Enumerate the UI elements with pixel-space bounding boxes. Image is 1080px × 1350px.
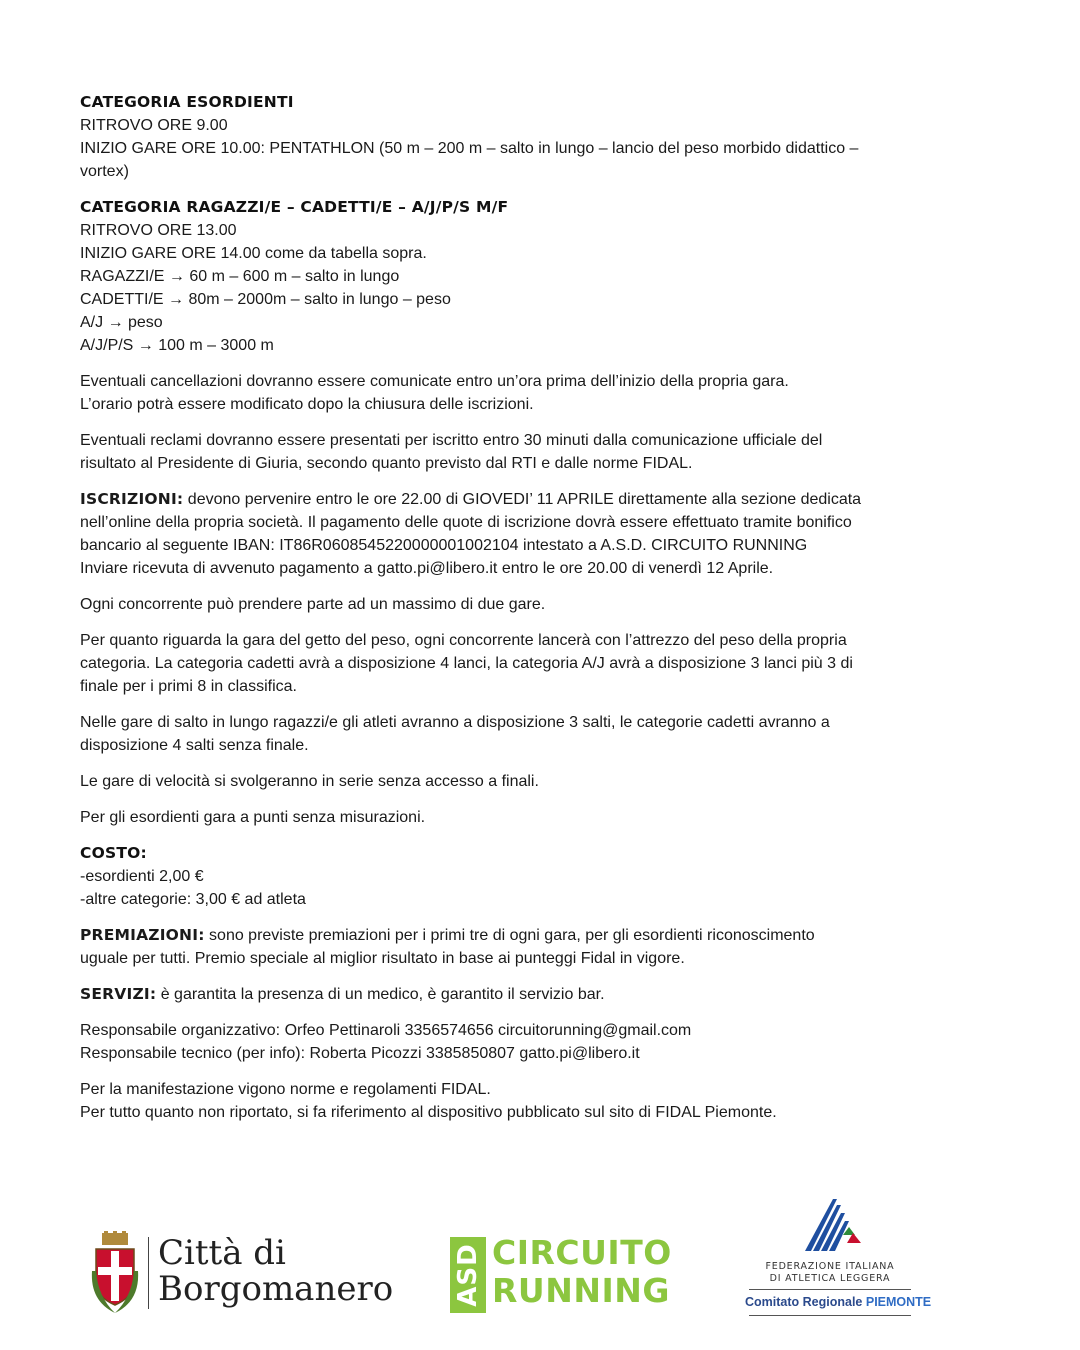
paragraph-responsabili: [80, 1019, 1000, 1065]
text-line: Per quanto riguarda la gara del getto del peso, ogni concorrente lancerà con l’attrezzo del peso della propria: [80, 632, 847, 649]
asd-badge: [450, 1237, 486, 1313]
text-line: INIZIO GARE ORE 14.00 come da tabella sopra.: [80, 245, 427, 262]
region-label: PIEMONTE: [865, 1295, 932, 1309]
text-line: finale per i primi 8 in classifica.: [80, 678, 297, 695]
paragraph-peso: [80, 629, 1000, 698]
asd-label: ASD: [453, 1243, 483, 1307]
circuito-running-logo: [450, 1233, 672, 1317]
section-premiazioni: [80, 924, 1000, 970]
paragraph-velocita: [80, 770, 1000, 793]
text-line: -altre categorie: 3,00 € ad atleta: [80, 891, 306, 908]
fidal-emblem-icon: [803, 1195, 863, 1257]
premiazioni-label: PREMIAZIONI:: [80, 926, 205, 944]
text-line: Nelle gare di salto in lungo ragazzi/e gli atleti avranno a disposizione 3 salti, le categorie cadetti avranno a: [80, 714, 830, 731]
paragraph-cancellazioni: [80, 370, 1000, 416]
servizi-text: è garantita la presenza di un medico, è garantito il servizio bar.: [156, 986, 605, 1003]
borgomanero-line2: Borgomanero: [158, 1269, 394, 1309]
text-line: Per la manifestazione vigono norme e regolamenti FIDAL.: [80, 1081, 491, 1098]
text-line: Inviare ricevuta di avvenuto pagamento a gatto.pi@libero.it entro le ore 20.00 di venerdì 12 Aprile.: [80, 560, 774, 577]
section-servizi: [80, 983, 1000, 1006]
paragraph-punti: [80, 806, 1000, 829]
text-line: disposizione 4 salti senza finale.: [80, 737, 309, 754]
running-label: RUNNING: [492, 1271, 670, 1310]
text-line: RITROVO ORE 13.00: [80, 222, 237, 239]
iscrizioni-first-text: devono pervenire entro le ore 22.00 di GIOVEDI’ 11 APRILE direttamente alla sezione dedicata: [183, 491, 862, 508]
text-line: Responsabile tecnico (per info): Roberta Picozzi 3385850807 gatto.pi@libero.it: [80, 1045, 640, 1062]
text-line: bancario al seguente IBAN: IT86R0608545220000001002104 intestato a A.S.D. CIRCUITO RUNNING: [80, 537, 808, 554]
text-line: A/J/P/S → 100 m – 3000 m: [80, 337, 274, 354]
heading-esordienti: CATEGORIA ESORDIENTI: [80, 93, 294, 111]
premiazioni-first-text: sono previste premiazioni per i primi tre di ogni gara, per gli esordienti riconoscimento: [204, 927, 815, 944]
paragraph-norme: [80, 1078, 1000, 1124]
comitato-label: Comitato Regionale: [745, 1295, 863, 1309]
text-line: Eventuali reclami dovranno essere presentati per iscritto entro 30 minuti dalla comunicazione ufficiale del: [80, 432, 823, 449]
text-line: categoria. La categoria cadetti avrà a disposizione 4 lanci, la categoria A/J avrà a disposizione 3 lanci più 3 di: [80, 655, 853, 672]
text-line: RAGAZZI/E → 60 m – 600 m – salto in lungo: [80, 268, 400, 285]
servizi-label: SERVIZI:: [80, 985, 157, 1003]
text-line: -esordienti 2,00 €: [80, 868, 204, 885]
heading-costo: COSTO:: [80, 844, 147, 862]
text-line: Ogni concorrente può prendere parte ad un massimo di due gare.: [80, 596, 546, 613]
premiazioni-first-line: [80, 924, 1000, 947]
text-line: Eventuali cancellazioni dovranno essere comunicate entro un’ora prima dell’inizio della propria gara.: [80, 373, 789, 390]
coat-of-arms-icon: [90, 1231, 140, 1315]
text-line: Responsabile organizzativo: Orfeo Pettinaroli 3356574656 circuitorunning@gmail.com: [80, 1022, 692, 1039]
fidal-line1: FEDERAZIONE ITALIANA: [765, 1261, 895, 1272]
fidal-line2: DI ATLETICA LEGGERA: [769, 1273, 891, 1284]
text-line: risultato al Presidente di Giuria, secondo quanto previsto dal RTI e dalle norme FIDAL.: [80, 455, 693, 472]
paragraph-salto: [80, 711, 1000, 757]
iscrizioni-first-line: [80, 488, 1000, 511]
text-line: CADETTI/E → 80m – 2000m – salto in lungo – peso: [80, 291, 451, 308]
text-line: nell’online della propria società. Il pagamento delle quote di iscrizione dovrà essere effettuato tramite bonifico: [80, 514, 852, 531]
fidal-comitato: [745, 1295, 932, 1309]
text-line: Per tutto quanto non riportato, si fa riferimento al dispositivo pubblicato sul sito di FIDAL Piemonte.: [80, 1104, 777, 1121]
section-ragazzi: [80, 196, 1000, 357]
text-line: A/J → peso: [80, 314, 163, 331]
iscrizioni-label: ISCRIZIONI:: [80, 490, 184, 508]
borgomanero-logo: [80, 1227, 400, 1317]
sponsor-logos: [0, 1195, 1080, 1335]
text-line: Per gli esordienti gara a punti senza misurazioni.: [80, 809, 426, 826]
heading-ragazzi: CATEGORIA RAGAZZI/E – CADETTI/E – A/J/P/S M/F: [80, 198, 509, 216]
regulations-document: [80, 91, 1000, 1137]
fidal-logo: [745, 1195, 932, 1325]
paragraph-massimo: [80, 593, 1000, 616]
section-esordienti: [80, 91, 1000, 183]
text-line: L’orario potrà essere modificato dopo la chiusura delle iscrizioni.: [80, 396, 534, 413]
text-line: INIZIO GARE ORE 10.00: PENTATHLON (50 m – 200 m – salto in lungo – lancio del peso morbido didattico –: [80, 140, 859, 157]
text-line: uguale per tutti. Premio speciale al miglior risultato in base ai punteggi Fidal in vigore.: [80, 950, 685, 967]
servizi-line: [80, 983, 1000, 1006]
borgomanero-line1: Città di: [158, 1233, 286, 1273]
section-iscrizioni: [80, 488, 1000, 580]
section-costo: [80, 842, 1000, 911]
text-line: Le gare di velocità si svolgeranno in serie senza accesso a finali.: [80, 773, 539, 790]
text-line: vortex): [80, 163, 129, 180]
logo-divider: [148, 1237, 149, 1309]
paragraph-reclami: [80, 429, 1000, 475]
fidal-divider-bottom: [749, 1315, 911, 1316]
text-line: RITROVO ORE 9.00: [80, 117, 228, 134]
fidal-divider: [749, 1289, 911, 1290]
circuito-label: CIRCUITO: [492, 1233, 672, 1272]
